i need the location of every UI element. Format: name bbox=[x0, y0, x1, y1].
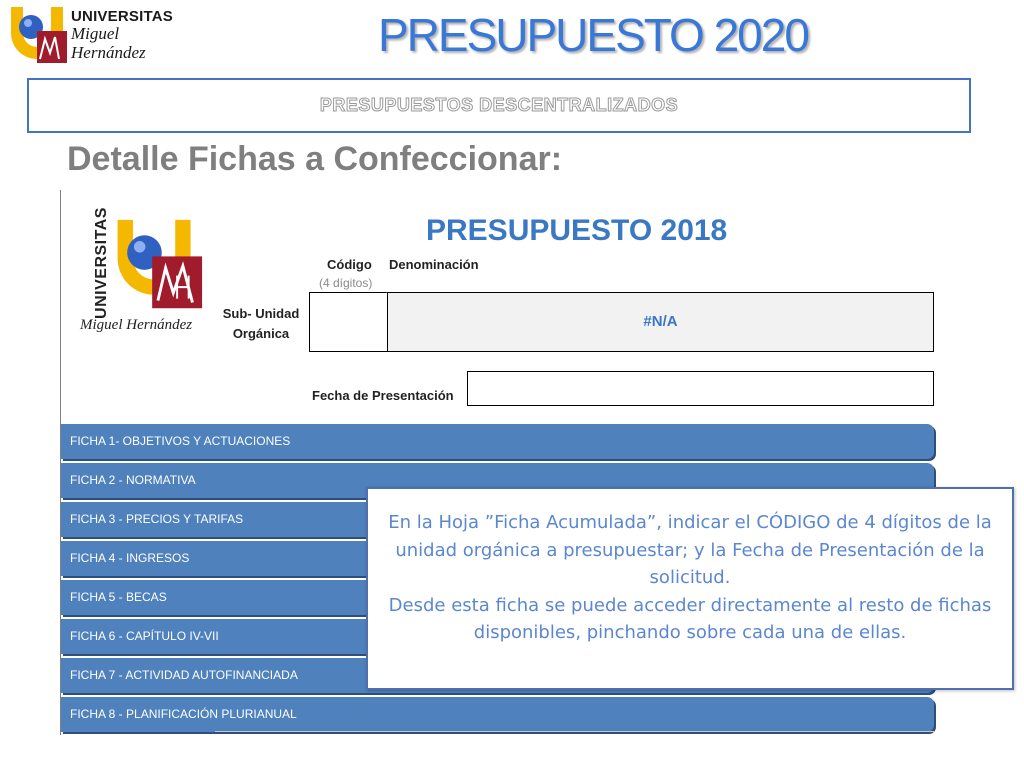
ficha-button-8[interactable] bbox=[61, 697, 934, 732]
logo-text-universitas: UNIVERSITAS bbox=[71, 8, 173, 25]
page-title: PRESUPUESTO 2020 bbox=[378, 9, 808, 61]
codigo-input-cell[interactable] bbox=[309, 292, 388, 352]
fecha-label: Fecha de Presentación bbox=[312, 388, 454, 403]
ficha-label: FICHA 8 - PLANIFICACIÓN PLURIANUAL bbox=[70, 707, 297, 721]
ficha-label: FICHA 1- OBJETIVOS Y ACTUACIONES bbox=[70, 434, 291, 448]
callout-text-line-2: Desde esta ficha se puede acceder directamente al resto de fichas disponibles, pinchando sobre cada una de ellas. bbox=[388, 594, 992, 643]
callout-text bbox=[378, 509, 1002, 647]
ficha-label: FICHA 4 - INGRESOS bbox=[70, 551, 190, 565]
codigo-label: Código bbox=[327, 257, 372, 272]
callout-text-line-1: En la Hoja ”Ficha Acumulada”, indicar el CÓDIGO de 4 dígitos de la unidad orgánica a presupuestar; y la Fecha de Presentación de la solicitud. bbox=[388, 512, 992, 588]
subheading: Detalle Fichas a Confeccionar: bbox=[67, 140, 563, 178]
denominacion-cell bbox=[387, 292, 934, 352]
ficha-label: FICHA 7 - ACTIVIDAD AUTOFINANCIADA bbox=[70, 668, 298, 682]
sub-unidad-label: Sub- Unidad Orgánica bbox=[222, 306, 300, 341]
sheet-logo-vertical-text: UNIVERSITAS bbox=[92, 207, 110, 319]
codigo-hint: (4 dígitos) bbox=[319, 276, 373, 290]
section-banner bbox=[27, 78, 971, 133]
ficha-label: FICHA 2 - NORMATIVA bbox=[70, 473, 196, 487]
instruction-callout bbox=[366, 487, 1014, 690]
sheet-grid-lines bbox=[215, 731, 934, 736]
ficha-label: FICHA 3 - PRECIOS Y TARIFAS bbox=[70, 512, 244, 526]
ficha-label: FICHA 6 - CAPÍTULO IV-VII bbox=[70, 629, 219, 643]
sheet-umh-logo-icon bbox=[106, 218, 206, 314]
umh-logo-icon bbox=[7, 5, 67, 65]
denominacion-label: Denominación bbox=[389, 257, 479, 272]
ficha-label: FICHA 5 - BECAS bbox=[70, 590, 167, 604]
sheet-title: PRESUPUESTO 2018 bbox=[426, 214, 728, 247]
denominacion-value: #N/A bbox=[643, 313, 678, 330]
fecha-input-cell[interactable] bbox=[467, 371, 934, 406]
sheet-university-logo bbox=[78, 207, 203, 338]
section-title: PRESUPUESTOS DESCENTRALIZADOS bbox=[319, 95, 679, 115]
university-logo bbox=[3, 2, 173, 68]
ficha-button-1[interactable] bbox=[61, 424, 934, 459]
logo-text-miguel: Miguel bbox=[71, 24, 120, 43]
logo-text-hernandez: Hernández bbox=[71, 43, 146, 62]
sheet-logo-name: Miguel Hernández bbox=[80, 317, 193, 333]
